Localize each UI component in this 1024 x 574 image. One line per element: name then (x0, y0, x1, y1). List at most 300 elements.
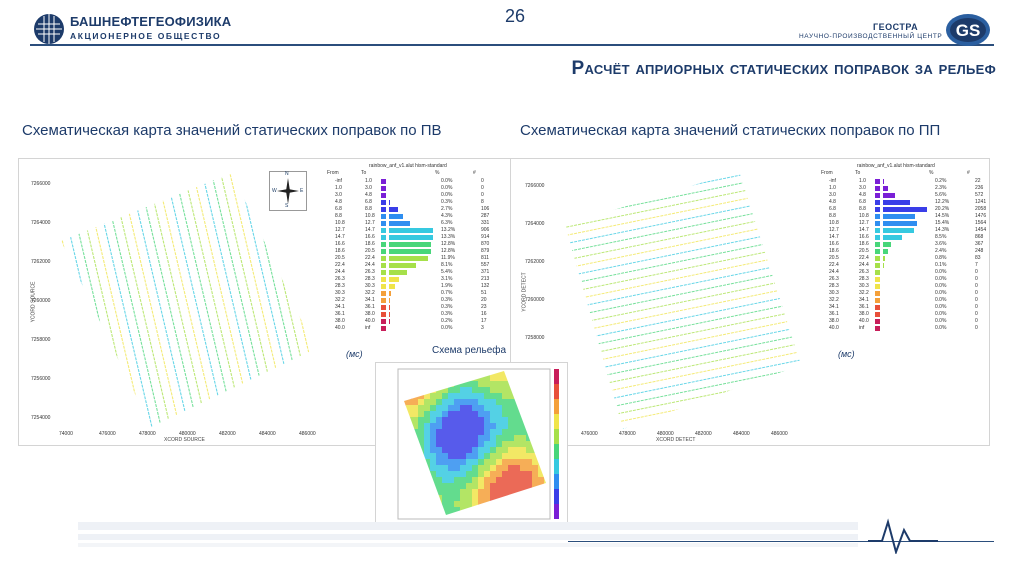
legend-bar (883, 242, 891, 247)
legend-cell: 10.8 (859, 213, 869, 219)
legend-cell: 0.1% (935, 262, 947, 268)
relief-cell (466, 387, 472, 393)
relief-cell (472, 387, 478, 393)
legend-row (817, 311, 985, 318)
x-tick-label: 480000 (657, 431, 674, 437)
relief-cell (532, 471, 538, 477)
legend-cell: 24.4 (365, 262, 375, 268)
relief-cell (436, 477, 442, 483)
legend-cell: 26.3 (859, 269, 869, 275)
relief-colorbar-segment (554, 369, 559, 384)
relief-cell (490, 447, 496, 453)
relief-cell (430, 393, 436, 399)
legend-swatch (875, 207, 880, 212)
legend-swatch (875, 312, 880, 317)
relief-cell (436, 459, 442, 465)
legend-header: From (327, 170, 339, 176)
legend-cell: 2.3% (935, 185, 947, 191)
survey-line (551, 215, 805, 275)
legend-cell: 1.0 (829, 185, 836, 191)
legend-swatch (875, 277, 880, 282)
legend-cell: 38.0 (335, 318, 345, 324)
relief-cell (430, 411, 436, 417)
legend-cell: 16.6 (365, 234, 375, 240)
relief-cell (442, 459, 448, 465)
legend-cell: 914 (481, 234, 490, 240)
relief-cell (424, 441, 430, 447)
x-tick-label: 482000 (219, 431, 236, 437)
relief-colorbar-segment (554, 459, 559, 474)
legend-bar (389, 214, 403, 219)
legend-row (323, 290, 509, 297)
relief-cell (466, 453, 472, 459)
legend-cell: 12.7 (829, 227, 839, 233)
legend-cell: 371 (481, 269, 490, 275)
legend-cell: 30.3 (365, 283, 375, 289)
survey-line (551, 273, 805, 333)
relief-cell (460, 447, 466, 453)
survey-line (551, 380, 805, 431)
relief-cell (460, 489, 466, 495)
legend-cell: 16.6 (335, 241, 345, 247)
legend-swatch (381, 186, 386, 191)
relief-cell (526, 453, 532, 459)
legend-swatch (875, 242, 880, 247)
relief-cell (448, 483, 454, 489)
legend-bar (883, 200, 910, 205)
relief-cell (442, 399, 448, 405)
relief-cell (502, 387, 508, 393)
relief-cell (502, 441, 508, 447)
relief-cell (442, 471, 448, 477)
relief-cell (442, 423, 448, 429)
legend-cell: 248 (975, 248, 984, 254)
relief-cell (484, 477, 490, 483)
legend-cell: 14.3% (935, 227, 950, 233)
relief-cell (424, 423, 430, 429)
relief-cell (466, 435, 472, 441)
relief-cell (484, 489, 490, 495)
relief-cell (448, 399, 454, 405)
compass-s: S (285, 203, 289, 209)
relief-cell (478, 411, 484, 417)
legend-swatch (875, 200, 880, 205)
page-title: Расчёт априорных статических поправок за рельеф (571, 58, 996, 79)
y-tick-label: 7264000 (525, 221, 545, 227)
legend-row (817, 325, 985, 332)
legend-cell: 36.1 (829, 311, 839, 317)
relief-cell (496, 417, 502, 423)
legend-cell: 6.8 (365, 199, 372, 205)
relief-cell (484, 459, 490, 465)
legend-cell: 4.8 (335, 199, 342, 205)
legend-cell: 0.0% (441, 178, 453, 184)
legend-header: % (435, 170, 440, 176)
x-tick-label: 480000 (179, 431, 196, 437)
relief-cell (520, 459, 526, 465)
legend-row (323, 276, 509, 283)
legend-swatch (875, 284, 880, 289)
relief-cell (514, 441, 520, 447)
legend-cell: 24.4 (859, 262, 869, 268)
legend-cell: 6.8 (335, 206, 342, 212)
legend-bar (389, 305, 390, 310)
legend-row (323, 297, 509, 304)
legend-cell: 10.8 (365, 213, 375, 219)
legend-row (817, 262, 985, 269)
relief-cell (454, 483, 460, 489)
partner-name: ГЕОСТРА (873, 22, 919, 32)
relief-cell (472, 393, 478, 399)
legend-row (323, 318, 509, 325)
relief-cell (484, 399, 490, 405)
relief-cell (466, 465, 472, 471)
legend-cell: 1454 (975, 227, 987, 233)
legend-cell: 287 (481, 213, 490, 219)
relief-cell (496, 483, 502, 489)
survey-line (57, 171, 75, 429)
relief-cell (454, 441, 460, 447)
relief-cell (502, 429, 508, 435)
legend-swatch (875, 298, 880, 303)
legend-swatch (875, 228, 880, 233)
survey-line (551, 169, 805, 210)
relief-cell (508, 453, 514, 459)
relief-cell (448, 501, 454, 507)
relief-cell (430, 423, 436, 429)
relief-cell (508, 441, 514, 447)
x-tick-label: 476000 (99, 431, 116, 437)
legend-cell: 1.0 (365, 178, 372, 184)
legend-cell: 331 (481, 220, 490, 226)
legend-bar (883, 235, 902, 240)
relief-cell (478, 471, 484, 477)
legend-cell: 8.5% (935, 234, 947, 240)
legend-row (323, 304, 509, 311)
relief-cell (412, 411, 418, 417)
relief-cell (484, 381, 490, 387)
relief-cell (490, 489, 496, 495)
relief-cell (466, 393, 472, 399)
relief-cell (454, 411, 460, 417)
survey-line (57, 171, 65, 429)
relief-cell (520, 465, 526, 471)
relief-cell (418, 405, 424, 411)
relief-cell (490, 423, 496, 429)
relief-cell (490, 393, 496, 399)
legend-cell: 26.3 (365, 269, 375, 275)
relief-cell (514, 483, 520, 489)
legend-cell: 18.6 (365, 241, 375, 247)
legend-cell: 1.0 (335, 185, 342, 191)
relief-cell (460, 495, 466, 501)
legend-cell: 0.0% (935, 304, 947, 310)
survey-line (551, 207, 805, 267)
relief-cell (442, 441, 448, 447)
legend-cell: 12.8% (441, 248, 456, 254)
survey-line (551, 421, 805, 431)
relief-cell (478, 477, 484, 483)
relief-cell (490, 387, 496, 393)
x-tick-label: 74000 (59, 431, 73, 437)
relief-cell (520, 453, 526, 459)
legend-cell: 30.3 (859, 283, 869, 289)
relief-cell (424, 411, 430, 417)
legend-cell: 32.2 (859, 290, 869, 296)
legend-row (817, 304, 985, 311)
legend-cell: 0 (975, 311, 978, 317)
survey-line (57, 171, 84, 429)
relief-cell (496, 435, 502, 441)
relief-cell (508, 423, 514, 429)
relief-cell (478, 405, 484, 411)
legend-header: From (821, 170, 833, 176)
legend-cell: 2.4% (935, 248, 947, 254)
relief-cell (466, 399, 472, 405)
survey-line (551, 248, 805, 308)
left-units: (мс) (346, 349, 363, 359)
legend-cell: 24.4 (335, 269, 345, 275)
relief-cell (466, 411, 472, 417)
legend-bar (389, 312, 390, 317)
legend-bar (389, 221, 410, 226)
relief-cell (484, 447, 490, 453)
legend-row (323, 185, 509, 192)
relief-cell (484, 411, 490, 417)
legend-swatch (381, 263, 386, 268)
relief-cell (496, 453, 502, 459)
relief-cell (502, 393, 508, 399)
partner-subtitle: НАУЧНО-ПРОИЗВОДСТВЕННЫЙ ЦЕНТР (799, 33, 943, 40)
legend-cell: 17 (481, 318, 487, 324)
legend-bar (883, 256, 885, 261)
legend-header: # (473, 170, 476, 176)
relief-cell (454, 387, 460, 393)
legend-swatch (875, 249, 880, 254)
legend-bar (883, 228, 914, 233)
survey-line (551, 355, 805, 415)
relief-cell (520, 435, 526, 441)
relief-cell (502, 471, 508, 477)
relief-cell (508, 447, 514, 453)
relief-cell (520, 429, 526, 435)
legend-swatch (381, 291, 386, 296)
legend-swatch (381, 256, 386, 261)
company-subtitle: АКЦИОНЕРНОЕ ОБЩЕСТВО (70, 31, 222, 41)
relief-cell (532, 465, 538, 471)
relief-cell (442, 417, 448, 423)
legend-cell: 0.0% (441, 325, 453, 331)
legend-cell: 2058 (975, 206, 987, 212)
survey-line (551, 363, 805, 423)
legend-cell: 4.8 (829, 199, 836, 205)
legend-cell: 5.4% (441, 269, 453, 275)
relief-cell (448, 453, 454, 459)
relief-cell (508, 483, 514, 489)
legend-cell: 0.2% (441, 318, 453, 324)
relief-cell (496, 393, 502, 399)
legend-cell: 3.0 (829, 192, 836, 198)
relief-cell (448, 387, 454, 393)
legend-cell: 0 (975, 269, 978, 275)
legend-cell: 15.4% (935, 220, 950, 226)
x-tick-label: 484000 (259, 431, 276, 437)
legend-row (817, 206, 985, 213)
relief-cell (508, 459, 514, 465)
relief-cell (466, 447, 472, 453)
relief-cell (490, 453, 496, 459)
right-x-axis-label: XCORD DETECT (656, 437, 696, 443)
legend-row (817, 290, 985, 297)
legend-cell: 1241 (975, 199, 987, 205)
x-tick-label: 486000 (771, 431, 788, 437)
y-tick-label: 7264000 (31, 220, 51, 226)
legend-cell: 20.5 (859, 248, 869, 254)
legend-row (323, 220, 509, 227)
compass (269, 171, 307, 211)
legend-cell: 26.3 (335, 276, 345, 282)
legend-bar (389, 319, 390, 324)
relief-cell (442, 465, 448, 471)
relief-cell (454, 399, 460, 405)
relief-cell (472, 381, 478, 387)
relief-cell (472, 399, 478, 405)
y-tick-label: 7256000 (31, 376, 51, 382)
relief-cell (472, 495, 478, 501)
relief-cell (490, 435, 496, 441)
survey-line (551, 224, 805, 284)
relief-cell (478, 387, 484, 393)
legend-cell: 20.5 (829, 255, 839, 261)
survey-line (57, 171, 93, 429)
relief-cell (514, 429, 520, 435)
legend-cell: 0.0% (935, 297, 947, 303)
relief-cell (478, 435, 484, 441)
relief-cell (514, 477, 520, 483)
legend-bar (883, 214, 915, 219)
legend-row (323, 311, 509, 318)
legend-swatch (381, 284, 386, 289)
legend-cell: 12.7 (335, 227, 345, 233)
y-tick-label: 7262000 (525, 259, 545, 265)
y-tick-label: 7262000 (31, 259, 51, 265)
y-tick-label: 7258000 (31, 337, 51, 343)
legend-cell: 0.0% (935, 269, 947, 275)
relief-cell (472, 471, 478, 477)
relief-cell (430, 399, 436, 405)
legend-swatch (381, 242, 386, 247)
relief-cell (448, 441, 454, 447)
relief-cell (478, 483, 484, 489)
relief-cell (472, 489, 478, 495)
relief-cell (490, 459, 496, 465)
legend-cell: 32.2 (829, 297, 839, 303)
relief-cell (478, 495, 484, 501)
relief-cell (442, 495, 448, 501)
survey-line (551, 347, 805, 407)
relief-cell (436, 471, 442, 477)
legend-bar (389, 235, 433, 240)
relief-cell (502, 399, 508, 405)
relief-cell (460, 441, 466, 447)
survey-line (78, 171, 148, 429)
relief-cell (478, 393, 484, 399)
legend-cell: 83 (975, 255, 981, 261)
relief-cell (490, 483, 496, 489)
relief-cell (502, 423, 508, 429)
relief-cell (448, 423, 454, 429)
legend-cell: 14.7 (335, 234, 345, 240)
legend-bar (389, 298, 390, 303)
relief-cell (466, 417, 472, 423)
relief-cell (484, 423, 490, 429)
relief-cell (430, 453, 436, 459)
relief-cell (448, 459, 454, 465)
relief-cell (460, 501, 466, 507)
relief-cell (472, 459, 478, 465)
legend-bar (389, 200, 390, 205)
legend-row (323, 255, 509, 262)
survey-line (551, 169, 805, 177)
receiver-statics-panel (510, 158, 990, 446)
relief-cell (472, 447, 478, 453)
relief-cell (502, 483, 508, 489)
legend-cell: 6.3% (441, 220, 453, 226)
relief-cell (412, 405, 418, 411)
legend-cell: 10.8 (829, 220, 839, 226)
relief-cell (472, 453, 478, 459)
legend-cell: 30.3 (335, 290, 345, 296)
survey-line (551, 191, 805, 251)
legend-cell: 0.3% (441, 297, 453, 303)
relief-cell (472, 465, 478, 471)
legend-row (323, 227, 509, 234)
relief-colorbar-segment (554, 384, 559, 399)
left-x-axis-label: XCORD SOURCE (164, 437, 205, 443)
relief-cell (496, 411, 502, 417)
relief-cell (460, 411, 466, 417)
legend-cell: 0.8% (935, 255, 947, 261)
relief-cell (478, 423, 484, 429)
relief-cell (508, 417, 514, 423)
legend-cell: 0 (975, 283, 978, 289)
relief-cell (418, 399, 424, 405)
survey-line (551, 412, 805, 431)
relief-cell (472, 429, 478, 435)
legend-header: To (361, 170, 367, 176)
compass-n: N (285, 171, 289, 177)
relief-cell (478, 399, 484, 405)
relief-cell (472, 483, 478, 489)
relief-cell (508, 429, 514, 435)
relief-cell (484, 405, 490, 411)
relief-cell (490, 441, 496, 447)
legend-cell: 22 (975, 178, 981, 184)
legend-cell: 572 (975, 192, 984, 198)
relief-cell (436, 423, 442, 429)
legend-cell: 23 (481, 304, 487, 310)
legend-row (817, 318, 985, 325)
relief-colorbar-segment (554, 474, 559, 489)
relief-cell (436, 399, 442, 405)
relief-cell (496, 471, 502, 477)
legend-row (817, 269, 985, 276)
relief-cell (442, 477, 448, 483)
relief-cell (472, 405, 478, 411)
legend-swatch (875, 235, 880, 240)
legend-bar (389, 228, 433, 233)
legend-swatch (381, 228, 386, 233)
